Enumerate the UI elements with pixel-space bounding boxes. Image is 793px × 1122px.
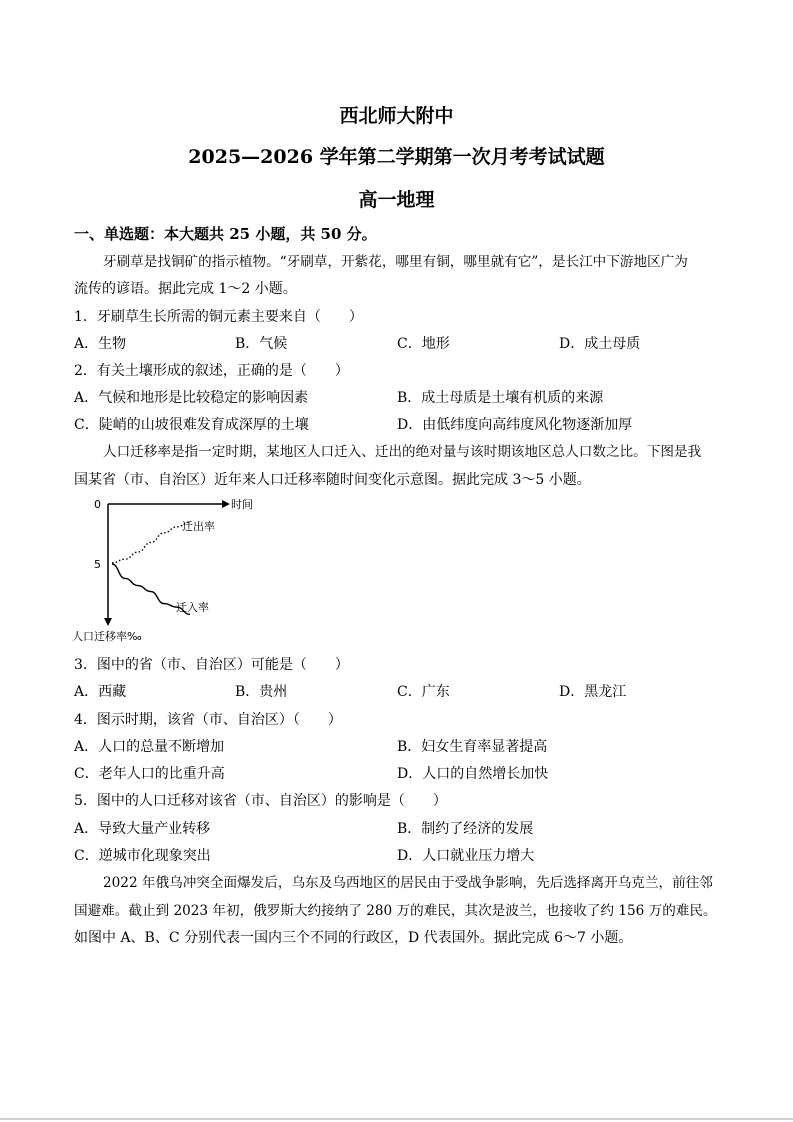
q5-stem: 5．图中的人口迁移对该省（市、自治区）的影响是（ ） [74,793,447,809]
y-tick-0: 0 [94,498,101,511]
q3-option-c[interactable]: C．广东 [397,684,450,700]
q1-option-b[interactable]: B．气候 [235,336,288,352]
intro3-line1: 2022 年俄乌冲突全面爆发后，乌东及乌西地区的居民由于受战争影响，先后选择离开乌克兰，前往邻 [103,875,713,891]
q4-option-d[interactable]: D．人口的自然增长加快 [397,766,549,782]
q3-option-a[interactable]: A．西藏 [74,684,127,700]
q3-option-d[interactable]: D．黑龙江 [559,684,627,700]
emigration-rate-line [112,522,190,563]
intro2-line1: 人口迁移率是指一定时期，某地区人口迁入、迁出的绝对量与该时期该地区总人口数之比。下图是我 [103,444,702,460]
y-axis-label: 人口迁移率‰ [72,630,142,643]
emigration-rate-label: 迁出率 [182,520,215,533]
immigration-rate-label: 迁入率 [176,601,209,614]
q3-stem: 3．图中的省（市、自治区）可能是（ ） [74,657,349,673]
q5-option-a[interactable]: A．导致大量产业转移 [74,821,211,837]
page-bottom-rule [0,1118,793,1120]
subject-title: 高一地理 [358,189,435,211]
q2-option-b[interactable]: B．成土母质是土壤有机质的来源 [397,390,604,406]
q4-stem: 4．图示时期，该省（市、自治区）（ ） [74,712,342,728]
q4-option-a[interactable]: A．人口的总量不断增加 [74,739,225,755]
intro1-line1: 牙刷草是找铜矿的指示植物。“牙刷草，开紫花，哪里有铜，哪里就有它”，是长江中下游地区广为 [103,254,688,270]
y-tick-5: 5 [94,558,101,571]
section-title: 一、单选题：本大题共 25 小题，共 50 分。 [74,225,377,243]
x-axis-label: 时间 [231,498,253,511]
migration-rate-chart [70,494,270,646]
intro1-line2: 流传的谚语。据此完成 1～2 小题。 [74,281,297,297]
q1-stem: 1．牙刷草生长所需的铜元素主要来自（ ） [74,309,363,325]
school-name: 西北师大附中 [339,105,454,127]
q1-option-c[interactable]: C．地形 [397,336,450,352]
intro2-line2: 国某省（市、自治区）近年来人口迁移率随时间变化示意图。据此完成 3～5 小题。 [74,472,591,488]
q2-stem: 2．有关土壤形成的叙述，正确的是（ ） [74,363,349,379]
q2-option-c[interactable]: C．陡峭的山坡很难发育成深厚的土壤 [74,417,309,433]
q5-option-d[interactable]: D．人口就业压力增大 [397,848,535,864]
intro3-line3: 如图中 A、B、C 分别代表一国内三个不同的行政区，D 代表国外。据此完成 6～7 小题。 [74,930,633,946]
intro3-line2: 国避难。截止到 2023 年初，俄罗斯大约接纳了 280 万的难民，其次是波兰，也接收了约 156 万的难民。 [74,903,717,919]
q2-option-a[interactable]: A．气候和地形是比较稳定的影响因素 [74,390,309,406]
q5-option-b[interactable]: B．制约了经济的发展 [397,821,534,837]
q1-option-a[interactable]: A．生物 [74,336,127,352]
q5-option-c[interactable]: C．逆城市化现象突出 [74,848,211,864]
q3-option-b[interactable]: B．贵州 [235,684,288,700]
q2-option-d[interactable]: D．由低纬度向高纬度风化物逐渐加厚 [397,417,633,433]
q4-option-c[interactable]: C．老年人口的比重升高 [74,766,225,782]
q1-option-d[interactable]: D．成土母质 [559,336,641,352]
q4-option-b[interactable]: B．妇女生育率显著提高 [397,739,548,755]
exam-title: 2025—2026 学年第二学期第一次月考考试试题 [188,146,605,168]
